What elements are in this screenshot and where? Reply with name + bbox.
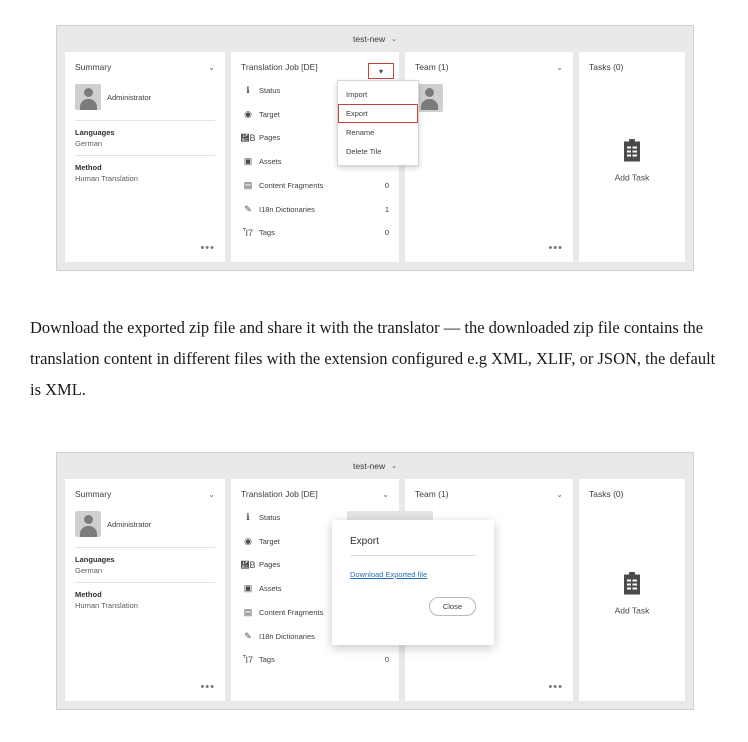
tj-value: 0: [384, 655, 389, 664]
summary-method: [75, 582, 215, 617]
team-more-icon[interactable]: •••: [548, 242, 563, 254]
project-title-bar: [57, 453, 693, 479]
tj-label: Status: [259, 85, 281, 95]
export-dialog-title: Export: [350, 536, 379, 547]
menu-item-delete-tile[interactable]: Delete Tile: [346, 147, 382, 156]
summary-user: [75, 505, 215, 547]
translation-job-card-header: [231, 479, 399, 505]
content-fragments-icon: ▤: [243, 179, 253, 190]
project-title: test-new: [353, 34, 386, 44]
summary-languages-label: Languages: [75, 128, 115, 137]
tj-value: 0: [384, 228, 389, 237]
summary-card: [65, 479, 225, 701]
tj-label: Assets: [259, 156, 282, 166]
summary-method-value: Human Translation: [75, 601, 138, 610]
tags-icon: Ἷ7: [242, 654, 254, 665]
summary-method: [75, 155, 215, 190]
tasks-card: [579, 52, 685, 262]
chevron-down-icon[interactable]: ⌄: [556, 62, 563, 72]
team-card-header: [405, 52, 573, 78]
target-icon: ◉: [244, 535, 252, 546]
tj-label: Content Fragments: [259, 180, 324, 190]
menu-item-rename[interactable]: Rename: [346, 128, 375, 137]
summary-user-name: Administrator: [107, 519, 152, 529]
add-task-label: Add Task: [614, 172, 650, 183]
tj-label: Status: [259, 512, 281, 522]
assets-icon: ▣: [243, 582, 253, 593]
body-paragraph: Download the exported zip file and share it with the translator — the downloaded zip file contains the translation content in different files with the extension configured e.g XML, XLIF, or JSON, the default is XML.: [30, 318, 716, 399]
tj-label: Target: [259, 536, 280, 546]
chevron-down-icon[interactable]: ⌄: [208, 489, 215, 499]
team-card: [405, 52, 573, 262]
summary-languages: [75, 547, 215, 582]
export-dialog-actions: [332, 579, 494, 632]
summary-user-name: Administrator: [107, 92, 152, 102]
team-card-title: Team (1): [415, 62, 449, 72]
tj-value: 0: [384, 180, 389, 190]
tj-value: 1: [384, 204, 389, 214]
team-card-header: [405, 479, 573, 505]
tj-label: Tags: [259, 655, 275, 664]
tasks-card-title: Tasks (0): [589, 489, 624, 499]
export-dialog: [332, 520, 494, 645]
menu-item-import[interactable]: Import: [346, 90, 368, 99]
content-fragments-icon: ▤: [243, 606, 253, 617]
tj-label: I18n Dictionaries: [259, 631, 315, 641]
tj-row-content-fragments[interactable]: [241, 173, 389, 197]
target-icon: ◉: [244, 108, 252, 119]
i18n-dictionaries-icon: ✎: [244, 203, 252, 214]
info-icon: ℹ: [246, 511, 250, 522]
chevron-down-icon[interactable]: ⌄: [208, 62, 215, 72]
pages-icon: ὜B: [240, 559, 256, 570]
close-button[interactable]: Close: [429, 597, 476, 616]
download-exported-file-link[interactable]: Download Exported file: [350, 570, 428, 579]
chevron-down-icon[interactable]: ⌄: [382, 489, 389, 499]
team-card-title: Team (1): [415, 489, 449, 499]
screenshot-bottom: [56, 452, 694, 710]
chevron-down-icon[interactable]: ⌄: [391, 463, 397, 470]
tj-label: Assets: [259, 583, 282, 593]
screenshot-top: [56, 25, 694, 271]
summary-user: [75, 78, 215, 120]
tags-icon: Ἷ7: [242, 227, 254, 238]
assets-icon: ▣: [243, 155, 253, 166]
team-member: [405, 78, 573, 112]
info-icon: ℹ: [246, 84, 250, 95]
summary-more-icon[interactable]: •••: [200, 681, 215, 693]
tasks-card-title: Tasks (0): [589, 62, 624, 72]
tj-row-tags[interactable]: [241, 221, 389, 244]
tj-label: I18n Dictionaries: [259, 204, 315, 214]
summary-method-label: Method: [75, 590, 102, 599]
summary-method-value: Human Translation: [75, 174, 138, 183]
translation-job-context-menu: [337, 80, 419, 166]
i18n-dictionaries-icon: ✎: [244, 630, 252, 641]
task-list-icon: [622, 572, 642, 596]
summary-languages-value: German: [75, 139, 103, 148]
summary-card: [65, 52, 225, 262]
tj-row-tags[interactable]: [241, 648, 389, 671]
summary-card-body: [65, 505, 225, 617]
summary-card-body: [65, 78, 225, 190]
chevron-down-icon[interactable]: ⌄: [556, 489, 563, 499]
project-title: test-new: [353, 461, 386, 471]
tj-label: Pages: [259, 560, 281, 569]
summary-card-header: [65, 479, 225, 505]
avatar: [415, 84, 443, 112]
tj-row-i18n-dictionaries[interactable]: [241, 197, 389, 221]
tasks-card-header: [579, 479, 685, 505]
summary-more-icon[interactable]: •••: [200, 242, 215, 254]
tj-label: Content Fragments: [259, 607, 324, 617]
summary-languages: [75, 120, 215, 155]
summary-card-title: Summary: [75, 489, 112, 499]
chevron-down-icon[interactable]: ⌄: [391, 36, 397, 43]
team-more-icon[interactable]: •••: [548, 681, 563, 693]
project-title-bar: [57, 26, 693, 52]
translation-job-menu-toggle[interactable]: ▾: [368, 63, 394, 79]
summary-card-title: Summary: [75, 62, 112, 72]
pages-icon: ὜B: [240, 132, 256, 143]
add-task-label: Add Task: [614, 605, 650, 616]
tasks-card-header: [579, 52, 685, 78]
summary-languages-value: German: [75, 566, 103, 575]
task-list-icon: [622, 139, 642, 163]
add-task-button[interactable]: [579, 139, 685, 183]
menu-item-export[interactable]: Export: [338, 104, 418, 123]
add-task-button[interactable]: [579, 572, 685, 616]
tj-label: Tags: [259, 228, 275, 237]
summary-languages-label: Languages: [75, 555, 115, 564]
summary-card-header: [65, 52, 225, 78]
avatar: [75, 84, 101, 110]
avatar: [75, 511, 101, 537]
tj-label: Pages: [259, 133, 281, 142]
tasks-card: [579, 479, 685, 701]
tj-label: Target: [259, 109, 280, 119]
summary-method-label: Method: [75, 163, 102, 172]
translation-job-card-title: Translation Job [DE]: [241, 489, 318, 499]
translation-job-card-title: Translation Job [DE]: [241, 62, 318, 72]
